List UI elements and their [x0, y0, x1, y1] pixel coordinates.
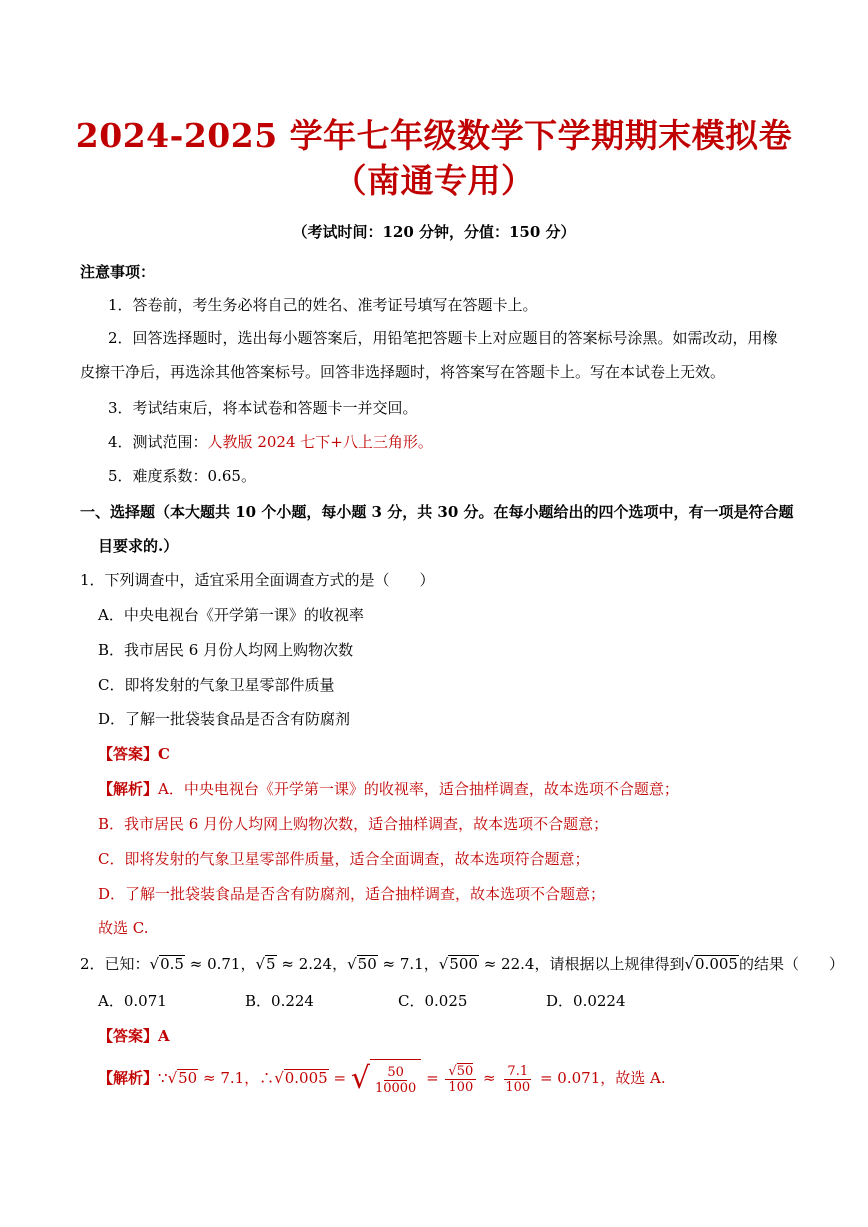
q2-value-4: ≈ 22.4，请根据以上规律得到	[478, 955, 685, 973]
note-item-4-prefix: 4．测试范围：	[108, 433, 208, 451]
q2-sol-root-1: 50	[178, 1069, 198, 1087]
test-scope: 人教版 2024 七下+八上三角形。	[207, 433, 433, 451]
q1-analysis-3: C．即将发射的气象卫星零部件质量，适合全面调查，故本选项符合题意；	[98, 850, 590, 868]
note-item-2a: 2．回答选择题时，选出每小题答案后，用铅笔把答题卡上对应题目的答案标号涂黑。如需改动，用橡	[108, 329, 778, 347]
q2-root-5: 0.005	[695, 955, 738, 973]
section-heading-line2: 目要求的.）	[98, 537, 179, 555]
q2-suffix: 的结果（ ）	[738, 955, 844, 973]
q1-analysis-4: D．了解一批袋装食品是否含有防腐剂，适合抽样调查，故本选项不合题意；	[98, 885, 606, 903]
q2-option-b: B．0.224	[245, 992, 314, 1010]
q2-sol-fraction-2-num: √50	[445, 1064, 476, 1080]
q2-stem: 2．已知：√0.5 ≈ 0.71，√5 ≈ 2.24，√50 ≈ 7.1，√500 ≈ 22.4，请根据以上规律得到√0.005的结果（ ）	[80, 955, 844, 973]
q2-root-4: 500	[449, 955, 478, 973]
q2-sol-fraction-3-den: 100	[505, 1079, 531, 1095]
q2-sol-fraction-1-num: 50	[384, 1065, 407, 1081]
q1-answer	[98, 744, 170, 764]
q2-value-1: ≈ 0.71，	[184, 955, 256, 973]
q1-option-c: C．即将发射的气象卫星零部件质量	[98, 676, 335, 694]
q2-sol-root-2: 0.005	[284, 1069, 328, 1087]
note-item-4	[108, 432, 433, 452]
notes-heading: 注意事项：	[80, 263, 156, 281]
q2-sol-fraction-1-den: 10000	[374, 1081, 417, 1096]
q2-root-1: 0.5	[160, 955, 184, 973]
q1-answer-value: C	[158, 745, 170, 763]
q1-analysis-1	[98, 779, 679, 799]
q1-stem: 1．下列调查中，适宜采用全面调查方式的是（ ）	[80, 571, 435, 589]
q2-value-3: ≈ 7.1，	[377, 955, 439, 973]
q2-option-c: C．0.025	[398, 992, 468, 1010]
q1-analysis-1-text: A．中央电视台《开学第一课》的收视率，适合抽样调查，故本选项不合题意；	[158, 780, 679, 798]
q1-option-b: B．我市居民 6 月份人均网上购物次数	[98, 641, 354, 659]
q2-root-3: 50	[357, 955, 377, 973]
q2-option-d: D．0.0224	[546, 992, 626, 1010]
q2-answer	[98, 1026, 170, 1046]
because-symbol: ∵	[158, 1069, 168, 1087]
document-title-line1: 2024-2025 学年七年级数学下学期期末模拟卷	[75, 116, 793, 155]
q2-answer-value: A	[158, 1027, 170, 1045]
q2-sol-equals: =	[328, 1069, 351, 1087]
q2-analysis-label: 【解析】	[98, 1069, 159, 1087]
note-item-2b: 皮擦干净后，再选涂其他答案标号。回答非选择题时，将答案写在答题卡上。写在本试卷上无效。	[80, 363, 726, 381]
q2-analysis: 【解析】∵√50 ≈ 7.1，∴√0.005 = √ $\frac{50}{10000}$ = $\frac{√50}{100}$ ≈ $\frac{7.1}{100}$ = 0.071，故选 A.	[98, 1058, 666, 1098]
note-item-5: 5．难度系数：0.65。	[108, 467, 256, 485]
q2-sol-fraction-2-root: 50	[456, 1063, 474, 1079]
q2-sol-fraction-1	[372, 1065, 419, 1096]
note-item-1: 1．答卷前，考生务必将自己的姓名、准考证号填写在答题卡上。	[108, 296, 538, 314]
q2-sol-result: = 0.071，故选 A.	[535, 1069, 666, 1087]
exam-info: （考试时间：120 分钟，分值：150 分）	[292, 223, 576, 241]
q1-answer-label: 【答案】	[98, 745, 159, 763]
q2-sol-fraction-3	[502, 1064, 533, 1095]
q2-prefix: 2．已知：	[80, 955, 150, 973]
q2-value-2: ≈ 2.24，	[276, 955, 348, 973]
q1-analysis-label: 【解析】	[98, 780, 159, 798]
note-item-3: 3．考试结束后，将本试卷和答题卡一并交回。	[108, 399, 418, 417]
q2-sol-big-root-sign: √	[350, 1061, 370, 1096]
q1-analysis-2: B．我市居民 6 月份人均网上购物次数，适合抽样调查，故本选项不合题意；	[98, 815, 609, 833]
q2-sol-big-root-body	[370, 1059, 421, 1100]
q1-option-d: D．了解一批袋装食品是否含有防腐剂	[98, 710, 351, 728]
q2-sol-approx: ≈	[478, 1069, 501, 1087]
q1-option-a: A．中央电视台《开学第一课》的收视率	[98, 606, 364, 624]
q2-sol-value-1: ≈ 7.1，∴	[198, 1069, 275, 1087]
document-title-line2: （南通专用）	[333, 161, 535, 200]
q2-sol-fraction-3-num: 7.1	[504, 1064, 531, 1080]
q2-sol-fraction-2-den: 100	[448, 1079, 474, 1095]
q1-conclusion: 故选 C.	[98, 919, 149, 937]
q2-root-2: 5	[266, 955, 276, 973]
q2-option-a: A．0.071	[98, 992, 167, 1010]
q2-sol-fraction-2	[445, 1064, 476, 1095]
section-heading-line1: 一、选择题（本大题共 10 个小题，每小题 3 分，共 30 分。在每小题给出的四个选项中，有一项是符合题	[80, 503, 794, 521]
q2-answer-label: 【答案】	[98, 1027, 159, 1045]
